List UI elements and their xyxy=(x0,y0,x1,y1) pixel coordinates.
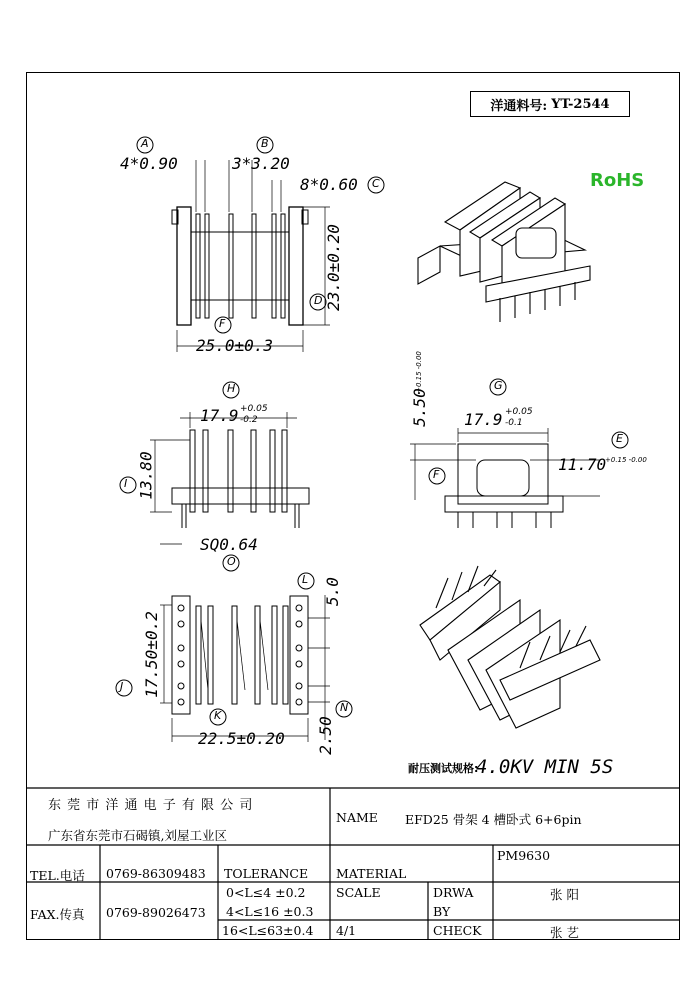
dim-h-tol-dn: -0.2 xyxy=(240,415,258,425)
scale-label: SCALE xyxy=(336,885,381,900)
material-value: PM9630 xyxy=(497,848,551,863)
dim-sq: SQ0.64 xyxy=(200,535,258,554)
callout-f: F xyxy=(219,317,226,330)
callout-g: G xyxy=(494,379,503,392)
dim-h: 17.9 xyxy=(200,406,239,425)
part-number-label: 洋通料号: xyxy=(490,98,548,114)
name-label: NAME xyxy=(336,810,378,825)
dim-e-tol: +0.15 -0.00 xyxy=(605,456,647,464)
drawn-label: DRWA xyxy=(433,885,474,900)
callout-j: J xyxy=(120,680,124,693)
tolerance-row-3: 16<L≤63±0.4 xyxy=(222,923,314,938)
dim-i: 13.80 xyxy=(136,451,156,500)
company-name: 东 莞 市 洋 通 电 子 有 限 公 司 xyxy=(48,798,254,813)
dim-c: 8*0.60 xyxy=(300,175,358,194)
scale-value: 4/1 xyxy=(336,923,357,938)
dim-g-tol-up: +0.05 xyxy=(505,407,533,417)
callout-b: B xyxy=(261,137,269,150)
fax-value: 0769-89026473 xyxy=(106,905,206,920)
dim-a: 4*0.90 xyxy=(120,154,178,173)
dim-n: 2.50 xyxy=(315,716,335,755)
dim-j: 17.50±0.2 xyxy=(141,611,161,698)
dim-f: 25.0±0.3 xyxy=(196,336,274,355)
dim-g-side: 5.50 xyxy=(409,388,429,427)
dim-k: 22.5±0.20 xyxy=(198,729,285,748)
callout-c: C xyxy=(372,177,380,190)
material-label: MATERIAL xyxy=(336,866,407,881)
dim-g: 17.9 xyxy=(464,410,503,429)
dim-b: 3*3.20 xyxy=(232,154,290,173)
name-value: EFD25 骨架 4 槽卧式 6+6pin xyxy=(405,812,582,827)
callout-i: I xyxy=(124,477,128,490)
company-address: 广东省东莞市石碣镇,刘屋工业区 xyxy=(48,828,227,843)
test-spec-label: 耐压测试规格: xyxy=(408,762,479,775)
rohs-mark: RoHS xyxy=(590,170,645,191)
callout-k: K xyxy=(214,709,222,722)
tolerance-label: TOLERANCE xyxy=(224,866,309,881)
fax-label: FAX.传真 xyxy=(30,907,85,922)
callout-d: D xyxy=(314,294,323,307)
callout-h: H xyxy=(227,382,236,395)
dim-h-tol-up: +0.05 xyxy=(240,404,268,414)
callout-a: A xyxy=(141,137,149,150)
tel-value: 0769-86309483 xyxy=(106,866,206,881)
callout-n: N xyxy=(340,701,349,714)
test-spec-value: 4.0KV MIN 5S xyxy=(476,756,614,778)
part-number-value: YT-2544 xyxy=(551,96,610,112)
dim-l: 5.0 xyxy=(322,577,342,606)
dim-d: 23.0±0.20 xyxy=(323,224,343,311)
drawn-label-2: BY xyxy=(433,904,451,919)
check-label: CHECK xyxy=(433,923,482,938)
dim-g-tol-dn: -0.1 xyxy=(505,418,523,428)
tolerance-row-2: 4<L≤16 ±0.3 xyxy=(226,904,314,919)
tel-label: TEL.电话 xyxy=(30,868,85,883)
dim-g-side-tol: +0.15 -0.00 xyxy=(414,351,423,393)
callout-l: L xyxy=(302,573,309,586)
drawn-value: 张 阳 xyxy=(550,887,579,902)
check-value: 张 艺 xyxy=(550,925,579,940)
callout-f-end: F xyxy=(433,468,440,481)
tolerance-row-1: 0<L≤4 ±0.2 xyxy=(226,885,306,900)
callout-o: O xyxy=(227,555,236,568)
callout-e: E xyxy=(616,432,623,445)
dim-e: 11.70 xyxy=(558,455,607,474)
